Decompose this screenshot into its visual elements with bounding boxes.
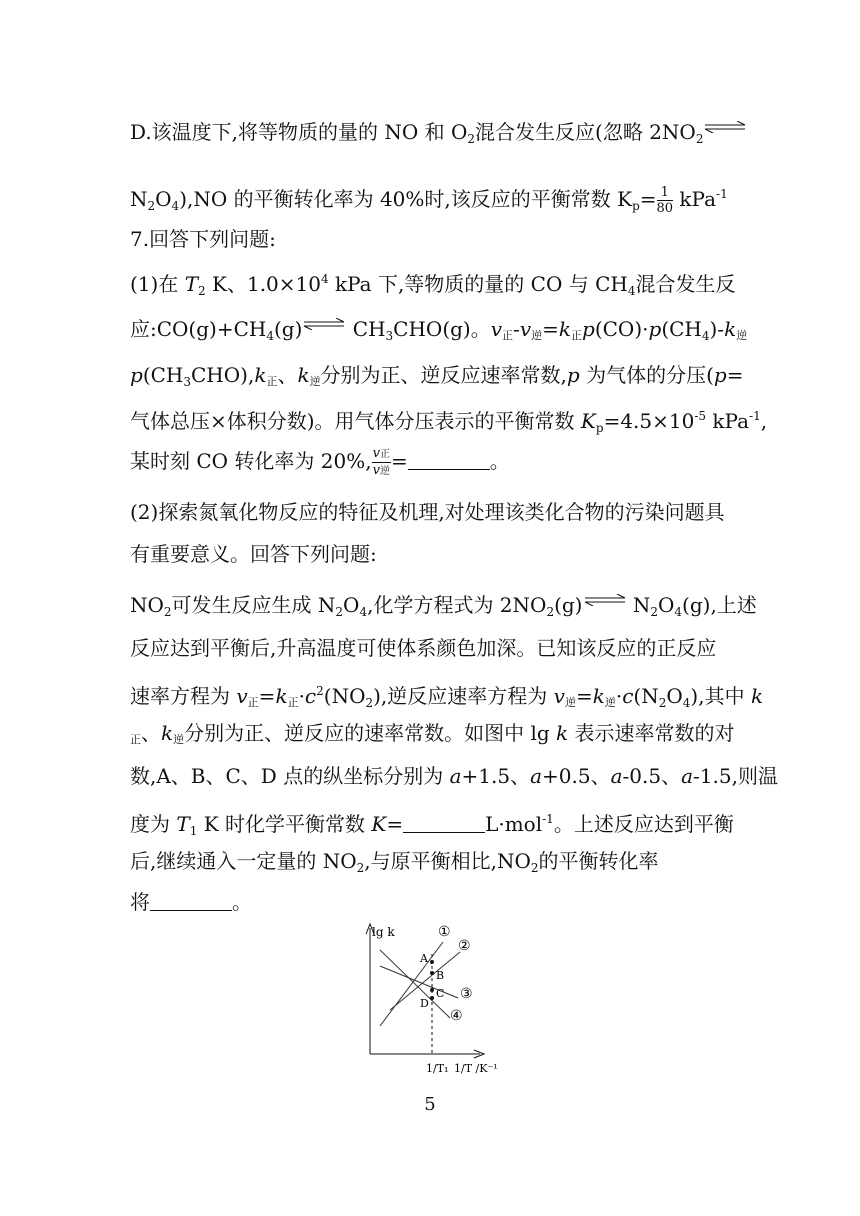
q7-p1-line1: (1)在 $T_2$ K、$1.0\times 10^4$ kPa 下,等物质的量的 CO 与 $CH_4$混合发生反 [130,272,736,298]
label-line-2: ② [458,938,471,954]
q7-p1-line3: $p(CH_3CHO),k$正、k逆分别为正、逆反应速率常数,p 为气体的分压(p= [130,363,744,389]
q7-p2-line3: $NO_2$可发生反应生成 $N_2O_4$,化学方程式为 $2NO_2(g)$ $N_2O_4(g)$,上述 [130,593,757,619]
answer-blank-3 [150,890,232,911]
equilibrium-arrow-icon [302,318,346,330]
label-line-1: ① [438,924,451,940]
equilibrium-arrow-icon [703,121,747,133]
label-d: D [420,997,429,1010]
q7-p2-line1: (2)探索氮氧化物反应的特征及机理,对处理该类化合物的污染问题具 [130,500,725,524]
q7-p2-line6: 正、k逆分别为正、逆反应的速率常数。如图中 lg k 表示速率常数的对 [130,721,735,746]
label-line-3: ③ [460,986,473,1002]
q7-p1-line2: 应$:CO(g)+CH_4(g)$ $CH_3CHO(g)$。v正-v逆=k正$p(CO)\cdot p(CH_4)-k$逆 [130,317,748,343]
x-axis-label: 1/T /K⁻¹ [454,1062,498,1075]
q7-p2-line9: 后,继续通入一定量的 $NO_2$,与原平衡相比$,NO_2$的平衡转化率 [130,849,659,875]
lgk-vs-inverse-t-figure [350,918,510,1076]
label-a: A [420,952,428,965]
label-c: C [436,987,445,1000]
line-4 [380,950,450,1018]
y-axis-label: lg k [372,925,395,939]
fraction-1-80: $\frac{1}{80}$ [656,185,674,216]
option-d-line1: D.该温度下,将等物质的量的 NO 和 $O_2$混合发生反应(忽略 $2NO_2$ [130,119,747,152]
line-1 [380,942,443,1026]
line-3 [380,966,458,998]
x-tick-label: 1/T₁ [426,1062,449,1075]
question-7-title: 7.回答下列问题: [130,227,276,251]
q7-p2-line5: 速率方程为 v正=k正$\cdot c^2(NO_2)$,逆反应速率方程为 v逆=k逆$\cdot c(N_2O_4)$,其中 k [130,684,764,710]
q7-p2-line10: 将 。 [130,890,252,914]
point-b [430,971,434,975]
point-c [430,988,434,992]
point-d [430,996,434,1000]
answer-blank-1 [408,449,490,470]
point-a [430,960,434,964]
label-b: B [436,969,445,982]
equilibrium-arrow-icon [583,594,627,606]
q7-p2-line4: 反应达到平衡后,升高温度可使体系颜色加深。已知该反应的正反应 [130,636,717,660]
q7-p2-line8: 度为 $T_1$ K 时化学平衡常数 K= L·mol$^{-1}$。上述反应达到平衡 [130,812,734,838]
q7-p2-line7: 数,A、B、C、D 点的纵坐标分别为 a+1.5、a+0.5、a-0.5、a-1.5,则温 [130,764,778,788]
q7-p2-line2: 有重要意义。回答下列问题: [130,542,377,566]
label-line-4: ④ [450,1008,463,1024]
q7-p1-line5: 某时刻 CO 转化率为 20%, $\frac{\text{v正}}{\text{v逆}}$ = 。 [130,446,510,478]
page-number: 5 [424,1094,436,1115]
rate-ratio-fraction: $\frac{\text{v正}}{\text{v逆}}$ [372,446,390,478]
q7-p1-line4: 气体总压×体积分数)。用气体分压表示的平衡常数 $K_p=4.5\times 10^{-5}$ kPa$^{-1}$, [130,409,768,435]
option-d-line2: $N_2O_4),NO$ 的平衡转化率为 40%时,该反应的平衡常数 $K_p=$ $\frac{1}{80}$ kPa$^{-1}$ [130,185,728,216]
answer-blank-2 [403,812,485,833]
